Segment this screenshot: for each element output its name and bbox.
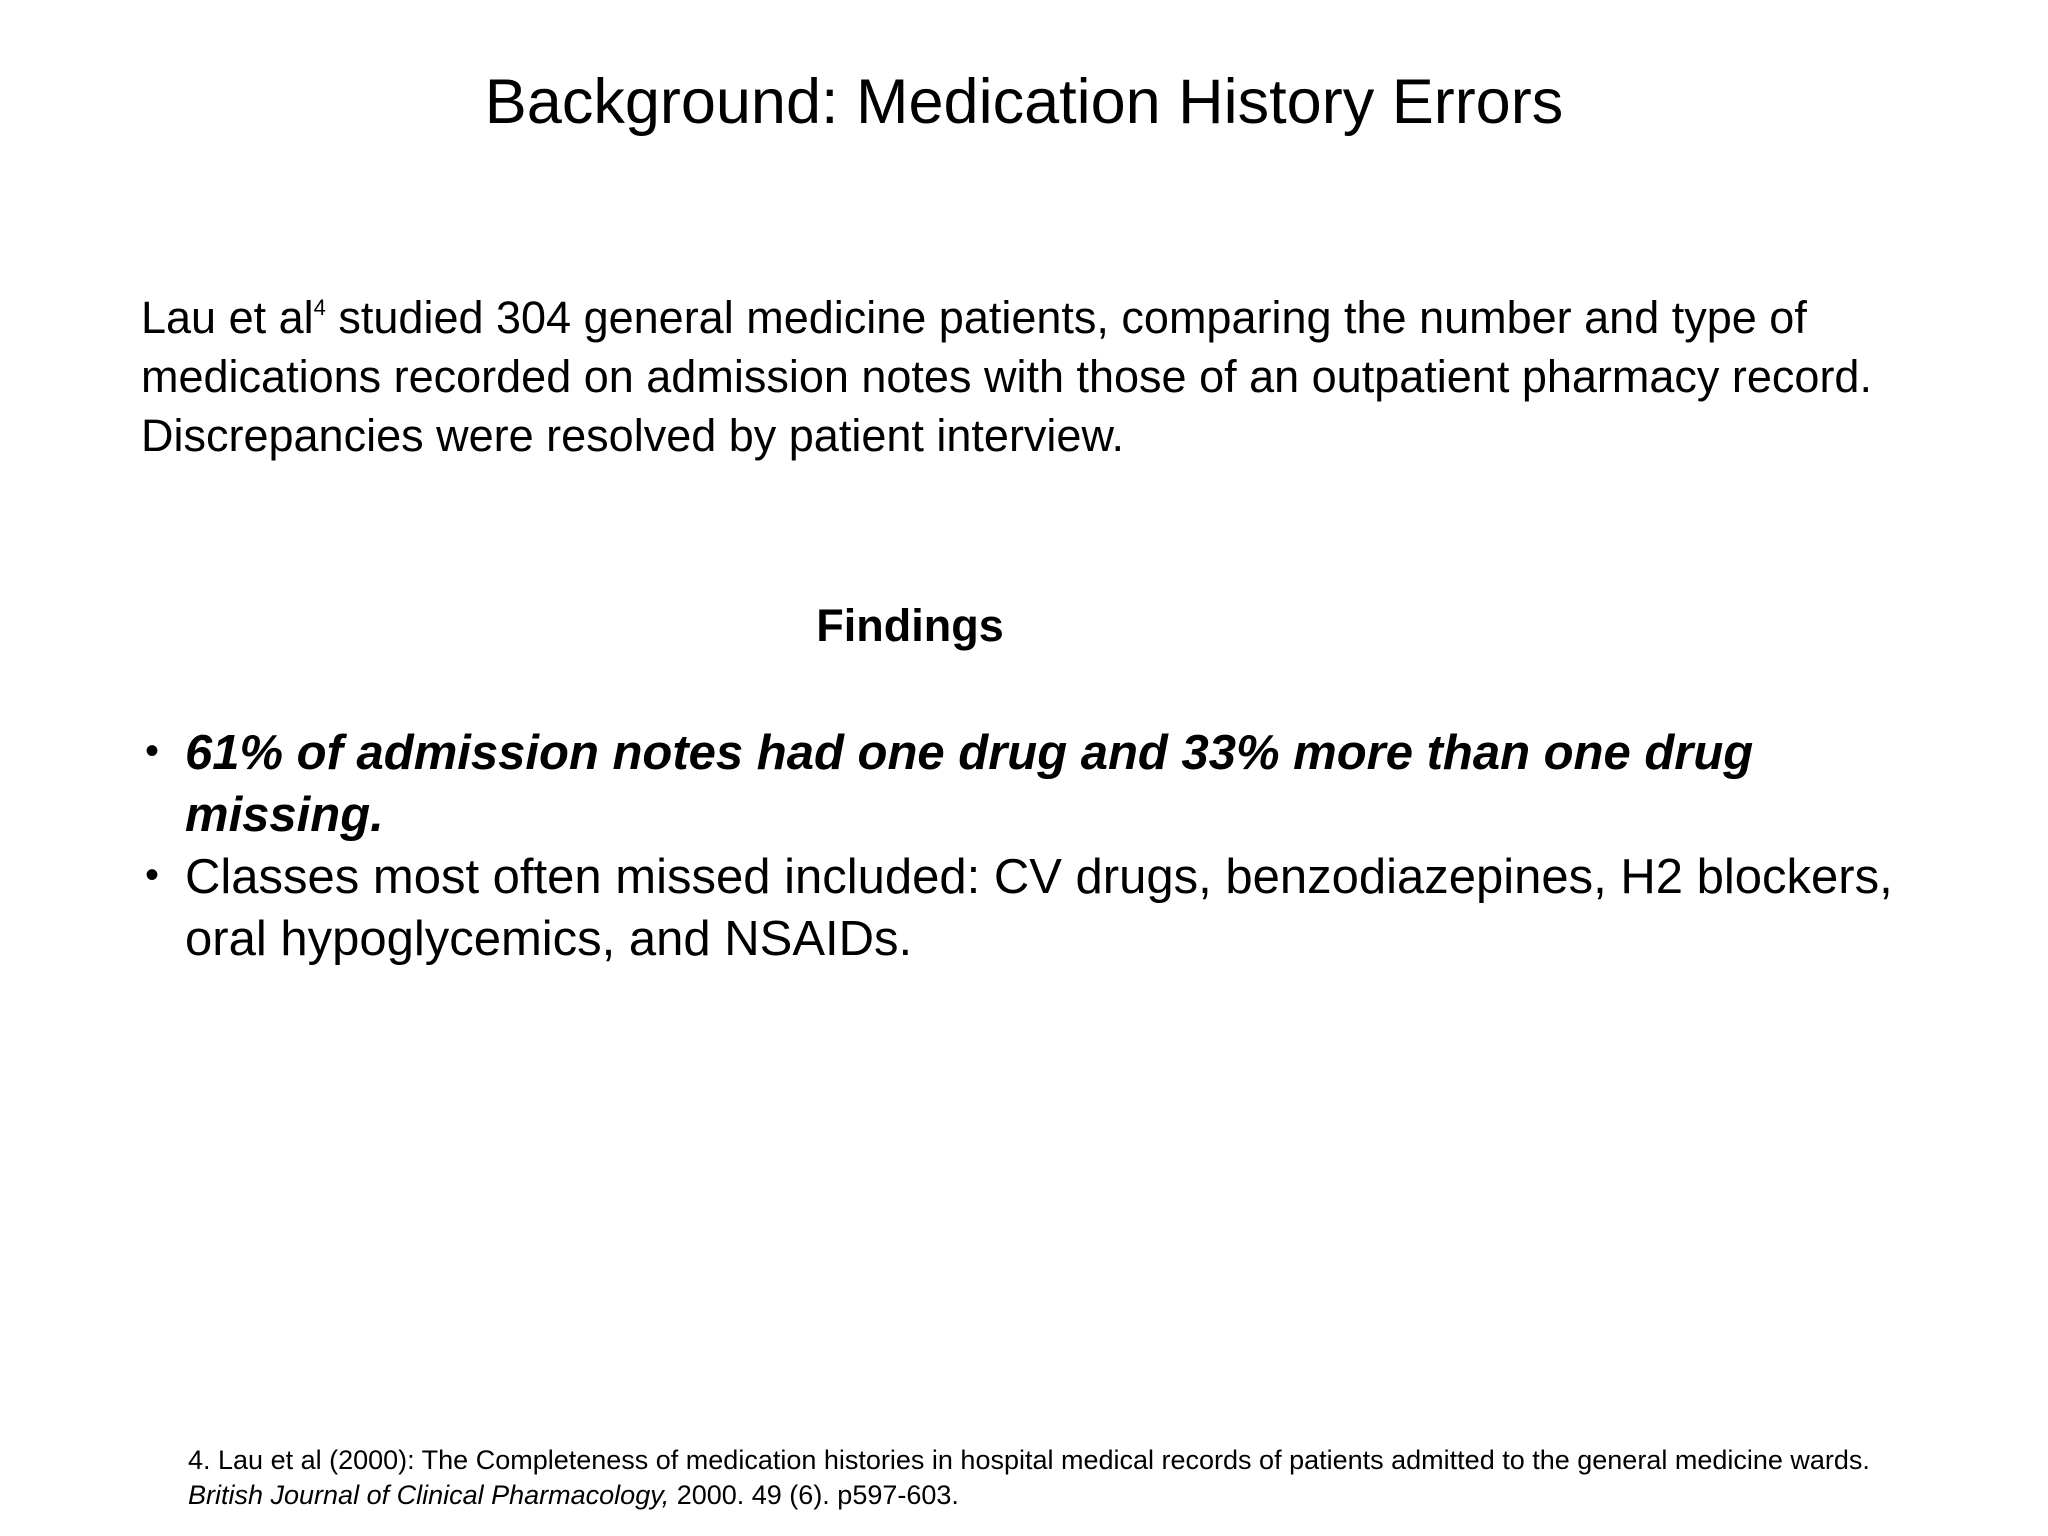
intro-author: Lau et al	[141, 292, 314, 343]
finding-item	[141, 846, 1901, 970]
intro-text: studied 304 general medicine patients, comparing the number and type of medications recorded on admission notes with those of an outpatient pharmacy record. Discrepancies were resolved by patient interview.	[141, 292, 1872, 461]
bullet-icon: •	[145, 729, 160, 773]
footnote	[188, 1443, 2028, 1513]
intro-paragraph	[141, 288, 2001, 465]
findings-list	[141, 722, 1901, 970]
footnote-details: 2000. 49 (6). p597-603.	[669, 1480, 959, 1510]
finding-item	[141, 722, 1901, 846]
bullet-icon: •	[145, 853, 160, 897]
finding-text: 61% of admission notes had one drug and 33% more than one drug missing.	[185, 726, 1754, 842]
footnote-reference: 4. Lau et al (2000): The Completeness of medication histories in hospital medical records of patients admitted to the general medicine wards.	[188, 1445, 1870, 1475]
findings-heading: Findings	[816, 600, 1004, 651]
footnote-journal: British Journal of Clinical Pharmacology,	[188, 1480, 670, 1510]
intro-citation-mark: 4	[313, 295, 326, 320]
slide-title: Background: Medication History Errors	[484, 67, 1564, 137]
finding-text: Classes most often missed included: CV drugs, benzodiazepines, H2 blockers, oral hypoglycemics, and NSAIDs.	[185, 850, 1893, 966]
